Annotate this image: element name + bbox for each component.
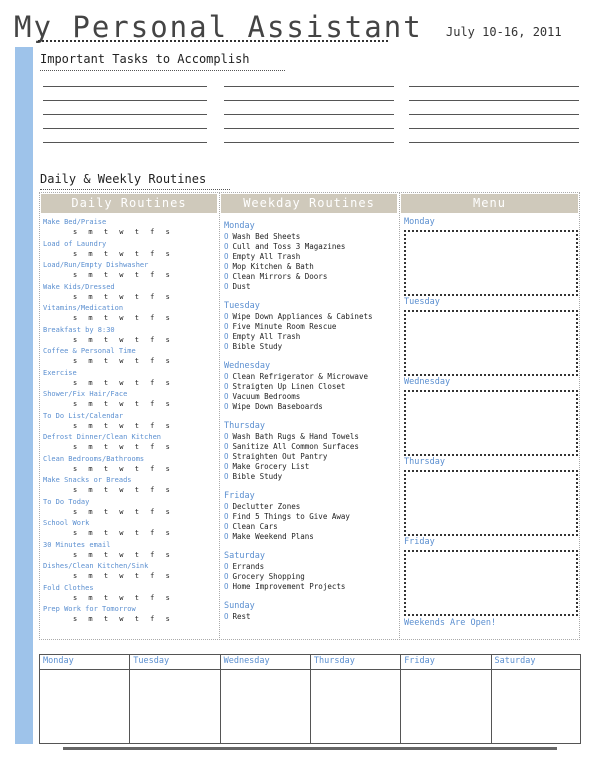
weekday-task-text: Cull and Toss 3 Magazines (232, 242, 346, 251)
weekday-task-text: Bible Study (232, 472, 283, 481)
daily-routines-header: Daily Routines (41, 194, 217, 213)
weekday-task-text: Wipe Down Appliances & Cabinets (232, 312, 373, 321)
weekday-task-text: Grocery Shopping (232, 572, 305, 581)
weekday-task-text: Sanitize All Common Surfaces (232, 442, 359, 451)
menu-day-label: Friday (404, 537, 435, 547)
checkbox-circle-icon[interactable]: O (224, 252, 229, 261)
daily-routine-label: School Work (43, 519, 90, 527)
bottom-day-cell[interactable] (39, 670, 129, 743)
task-line[interactable] (43, 114, 207, 115)
weekday-task-text: Dust (232, 282, 251, 291)
task-line[interactable] (409, 114, 579, 115)
checkbox-circle-icon[interactable]: O (224, 312, 229, 321)
checkbox-circle-icon[interactable]: O (224, 472, 229, 481)
daily-routine-days[interactable]: s m t w t f s (73, 249, 170, 258)
checkbox-circle-icon[interactable]: O (224, 562, 229, 571)
daily-routine-days[interactable]: s m t w t f s (73, 271, 170, 279)
daily-routine-days[interactable]: s m t w t f s (73, 550, 170, 559)
menu-entry-box[interactable] (404, 390, 578, 456)
task-line[interactable] (224, 100, 394, 101)
weekday-day-label: Friday (224, 491, 255, 501)
weekday-task-item[interactable] (224, 232, 300, 241)
task-line[interactable] (43, 142, 207, 143)
checkbox-circle-icon[interactable]: O (224, 402, 229, 411)
daily-routine-label: Make Snacks or Breads (43, 476, 132, 484)
menu-day-label: Tuesday (404, 297, 440, 307)
weekday-task-item[interactable] (224, 332, 300, 341)
weekday-task-item[interactable] (224, 282, 251, 291)
weekday-task-text: Clean Cars (232, 522, 278, 531)
weekday-task-text: Five Minute Room Rescue (232, 322, 337, 331)
weekday-task-text: Declutter Zones (232, 502, 301, 511)
daily-routine-label: Breakfast by 8:30 (43, 325, 115, 334)
checkbox-circle-icon[interactable]: O (224, 442, 229, 451)
weekday-task-item[interactable] (224, 452, 327, 461)
daily-routine-label: To Do Today (43, 497, 90, 506)
daily-routine-days[interactable]: s m t w t f s (73, 228, 170, 236)
daily-routine-label: Shower/Fix Hair/Face (43, 390, 128, 398)
bottom-day-label: Tuesday (133, 656, 170, 666)
weekday-task-text: Errands (232, 562, 265, 571)
weekday-day-label: Monday (224, 221, 255, 231)
daily-routine-label: Dishes/Clean Kitchen/Sink (43, 562, 149, 570)
daily-routine-days[interactable]: s m t w t f s (73, 615, 170, 623)
weekday-task-text: Straighten Out Pantry (232, 452, 328, 461)
bottom-day-cell[interactable] (220, 670, 310, 743)
daily-routine-days[interactable]: s m t w t f s (73, 357, 170, 365)
weekday-task-item[interactable] (224, 372, 368, 381)
weekday-task-item[interactable] (224, 532, 314, 541)
daily-routine-days[interactable]: s m t w t f s (73, 464, 170, 473)
page-title: My Personal Assistant (14, 10, 423, 44)
weekday-task-text: Make Weekend Plans (232, 532, 314, 541)
daily-routine-label: Fold Clothes (43, 583, 94, 592)
week-date: July 10-16, 2011 (446, 25, 562, 39)
weekday-task-item[interactable] (224, 342, 282, 351)
weekday-task-text: Mop Kitchen & Bath (232, 262, 314, 271)
daily-routine-days[interactable]: s m t w t f s (73, 335, 170, 344)
weekday-task-text: Empty All Trash (232, 332, 301, 341)
checkbox-circle-icon[interactable]: O (224, 342, 229, 351)
task-line[interactable] (224, 128, 394, 129)
bottom-day-label: Friday (404, 656, 435, 666)
weekday-task-text: Find 5 Things to Give Away (232, 512, 350, 521)
blue-side-bar (15, 47, 33, 744)
routines-heading-rule (40, 189, 230, 190)
weekday-task-item[interactable] (224, 382, 345, 391)
weekday-task-item[interactable] (224, 272, 327, 281)
task-line[interactable] (43, 128, 207, 129)
weekday-task-item[interactable] (224, 582, 345, 591)
weekday-task-item[interactable] (224, 472, 282, 481)
weekday-day-label: Saturday (224, 551, 265, 561)
checkbox-circle-icon[interactable]: O (224, 462, 229, 471)
weekday-day-label: Tuesday (224, 301, 260, 311)
daily-routine-days[interactable]: s m t w t f s (73, 529, 170, 537)
daily-routine-days[interactable]: s m t w t f s (73, 443, 170, 451)
daily-routine-label: To Do List/Calendar (43, 411, 124, 420)
column-divider (219, 192, 220, 640)
daily-routine-days[interactable]: s m t w t f s (73, 421, 170, 430)
weekday-task-item[interactable] (224, 442, 359, 451)
weekday-routines-header: Weekday Routines (221, 194, 397, 213)
bottom-day-label: Monday (43, 656, 74, 666)
checkbox-circle-icon[interactable]: O (224, 382, 229, 391)
menu-weekend-note: Weekends Are Open! (404, 618, 497, 628)
bottom-day-cell[interactable] (310, 670, 400, 743)
weekday-day-label: Thursday (224, 421, 265, 431)
daily-routine-label: Defrost Dinner/Clean Kitchen (43, 433, 162, 441)
daily-routine-days[interactable]: s m t w t f s (73, 292, 170, 301)
daily-routine-days[interactable]: s m t w t f s (73, 593, 170, 602)
weekday-day-label: Sunday (224, 601, 255, 611)
bottom-day-cell[interactable] (491, 670, 581, 743)
weekday-task-item[interactable] (224, 522, 278, 531)
bottom-day-label: Saturday (494, 656, 536, 666)
weekday-task-item[interactable] (224, 432, 359, 441)
weekday-task-item[interactable] (224, 402, 323, 411)
daily-routine-label: Clean Bedrooms/Bathrooms (43, 454, 145, 463)
daily-routine-days[interactable]: s m t w t f s (73, 572, 170, 580)
weekday-task-item[interactable] (224, 562, 264, 571)
checkbox-circle-icon[interactable]: O (224, 232, 229, 241)
task-line[interactable] (43, 86, 207, 87)
daily-routine-days[interactable]: s m t w t f s (73, 507, 170, 516)
task-line[interactable] (43, 100, 207, 101)
weekday-task-item[interactable] (224, 572, 305, 581)
checkbox-circle-icon[interactable]: O (224, 262, 229, 271)
weekday-task-text: Wipe Down Baseboards (232, 402, 323, 411)
weekday-task-text: Straigten Up Linen Closet (232, 382, 346, 391)
task-line[interactable] (224, 114, 394, 115)
task-line[interactable] (409, 100, 579, 101)
daily-routine-days[interactable]: s m t w t f s (73, 486, 170, 494)
weekday-task-item[interactable] (224, 512, 350, 521)
weekday-task-text: Clean Refrigerator & Microwave (232, 372, 368, 381)
daily-routine-days[interactable]: s m t w t f s (73, 400, 170, 408)
weekday-day-label: Wednesday (224, 361, 271, 371)
weekday-task-text: Make Grocery List (232, 462, 310, 471)
weekday-task-item[interactable] (224, 612, 251, 621)
weekday-task-item[interactable] (224, 502, 300, 511)
menu-day-label: Monday (404, 217, 435, 227)
daily-routine-label: Make Bed/Praise (43, 218, 107, 226)
weekday-task-item[interactable] (224, 322, 336, 331)
checkbox-circle-icon[interactable]: O (224, 532, 229, 541)
checkbox-circle-icon[interactable]: O (224, 432, 229, 441)
checkbox-circle-icon[interactable]: O (224, 582, 229, 591)
bottom-day-cell[interactable] (400, 670, 490, 743)
daily-routine-label: Load/Run/Empty Dishwasher (43, 261, 149, 269)
weekday-task-text: Bible Study (232, 342, 283, 351)
checkbox-circle-icon[interactable]: O (224, 502, 229, 511)
daily-routine-days[interactable]: s m t w t f s (73, 378, 170, 387)
daily-routine-label: 30 Minutes email (43, 540, 111, 549)
daily-routine-label: Coffee & Personal Time (43, 347, 136, 355)
menu-entry-box[interactable] (404, 230, 578, 296)
page-shadow-line (63, 747, 557, 750)
daily-routine-label: Wake Kids/Dressed (43, 282, 115, 291)
weekday-task-text: Vacuum Bedrooms (232, 392, 301, 401)
routines-heading: Daily & Weekly Routines (40, 172, 207, 186)
task-line[interactable] (409, 142, 579, 143)
menu-header: Menu (401, 194, 578, 213)
weekday-task-item[interactable] (224, 462, 309, 471)
checkbox-circle-icon[interactable]: O (224, 392, 229, 401)
checkbox-circle-icon[interactable]: O (224, 272, 229, 281)
menu-entry-box[interactable] (404, 550, 578, 616)
daily-routine-label: Prep Work for Tomorrow (43, 605, 136, 613)
weekday-task-text: Empty All Trash (232, 252, 301, 261)
daily-routine-days[interactable]: s m t w t f s (73, 314, 170, 322)
weekday-task-text: Rest (232, 612, 251, 621)
weekday-task-item[interactable] (224, 262, 314, 271)
daily-routine-label: Vitamins/Medication (43, 304, 124, 312)
weekday-task-item[interactable] (224, 312, 373, 321)
daily-routine-label: Load of Laundry (43, 239, 107, 248)
menu-entry-box[interactable] (404, 470, 578, 536)
menu-day-label: Thursday (404, 457, 445, 467)
task-line[interactable] (409, 128, 579, 129)
menu-day-label: Wednesday (404, 377, 451, 387)
checkbox-circle-icon[interactable]: O (224, 522, 229, 531)
checkbox-circle-icon[interactable]: O (224, 332, 229, 341)
checkbox-circle-icon[interactable]: O (224, 282, 229, 291)
menu-entry-box[interactable] (404, 310, 578, 376)
weekday-task-text: Clean Mirrors & Doors (232, 272, 328, 281)
task-line[interactable] (224, 142, 394, 143)
task-line[interactable] (409, 86, 579, 87)
bottom-day-cell[interactable] (129, 670, 219, 743)
checkbox-circle-icon[interactable]: O (224, 372, 229, 381)
column-divider (399, 192, 400, 640)
weekday-task-text: Home Improvement Projects (232, 582, 346, 591)
bottom-day-label: Thursday (313, 656, 355, 666)
weekday-task-item[interactable] (224, 252, 300, 261)
checkbox-circle-icon[interactable]: O (224, 322, 229, 331)
checkbox-circle-icon[interactable]: O (224, 572, 229, 581)
checkbox-circle-icon[interactable]: O (224, 512, 229, 521)
task-line[interactable] (224, 86, 394, 87)
title-dotted-rule (38, 40, 388, 42)
weekday-task-text: Wash Bath Rugs & Hand Towels (232, 432, 359, 441)
checkbox-circle-icon[interactable]: O (224, 452, 229, 461)
bottom-day-label: Wednesday (223, 656, 270, 666)
weekday-task-item[interactable] (224, 242, 345, 251)
checkbox-circle-icon[interactable]: O (224, 612, 229, 621)
weekday-task-text: Wash Bed Sheets (232, 232, 301, 241)
tasks-heading: Important Tasks to Accomplish (40, 52, 250, 66)
checkbox-circle-icon[interactable]: O (224, 242, 229, 251)
tasks-heading-rule (40, 70, 285, 71)
weekday-task-item[interactable] (224, 392, 300, 401)
daily-routine-label: Exercise (43, 368, 77, 377)
